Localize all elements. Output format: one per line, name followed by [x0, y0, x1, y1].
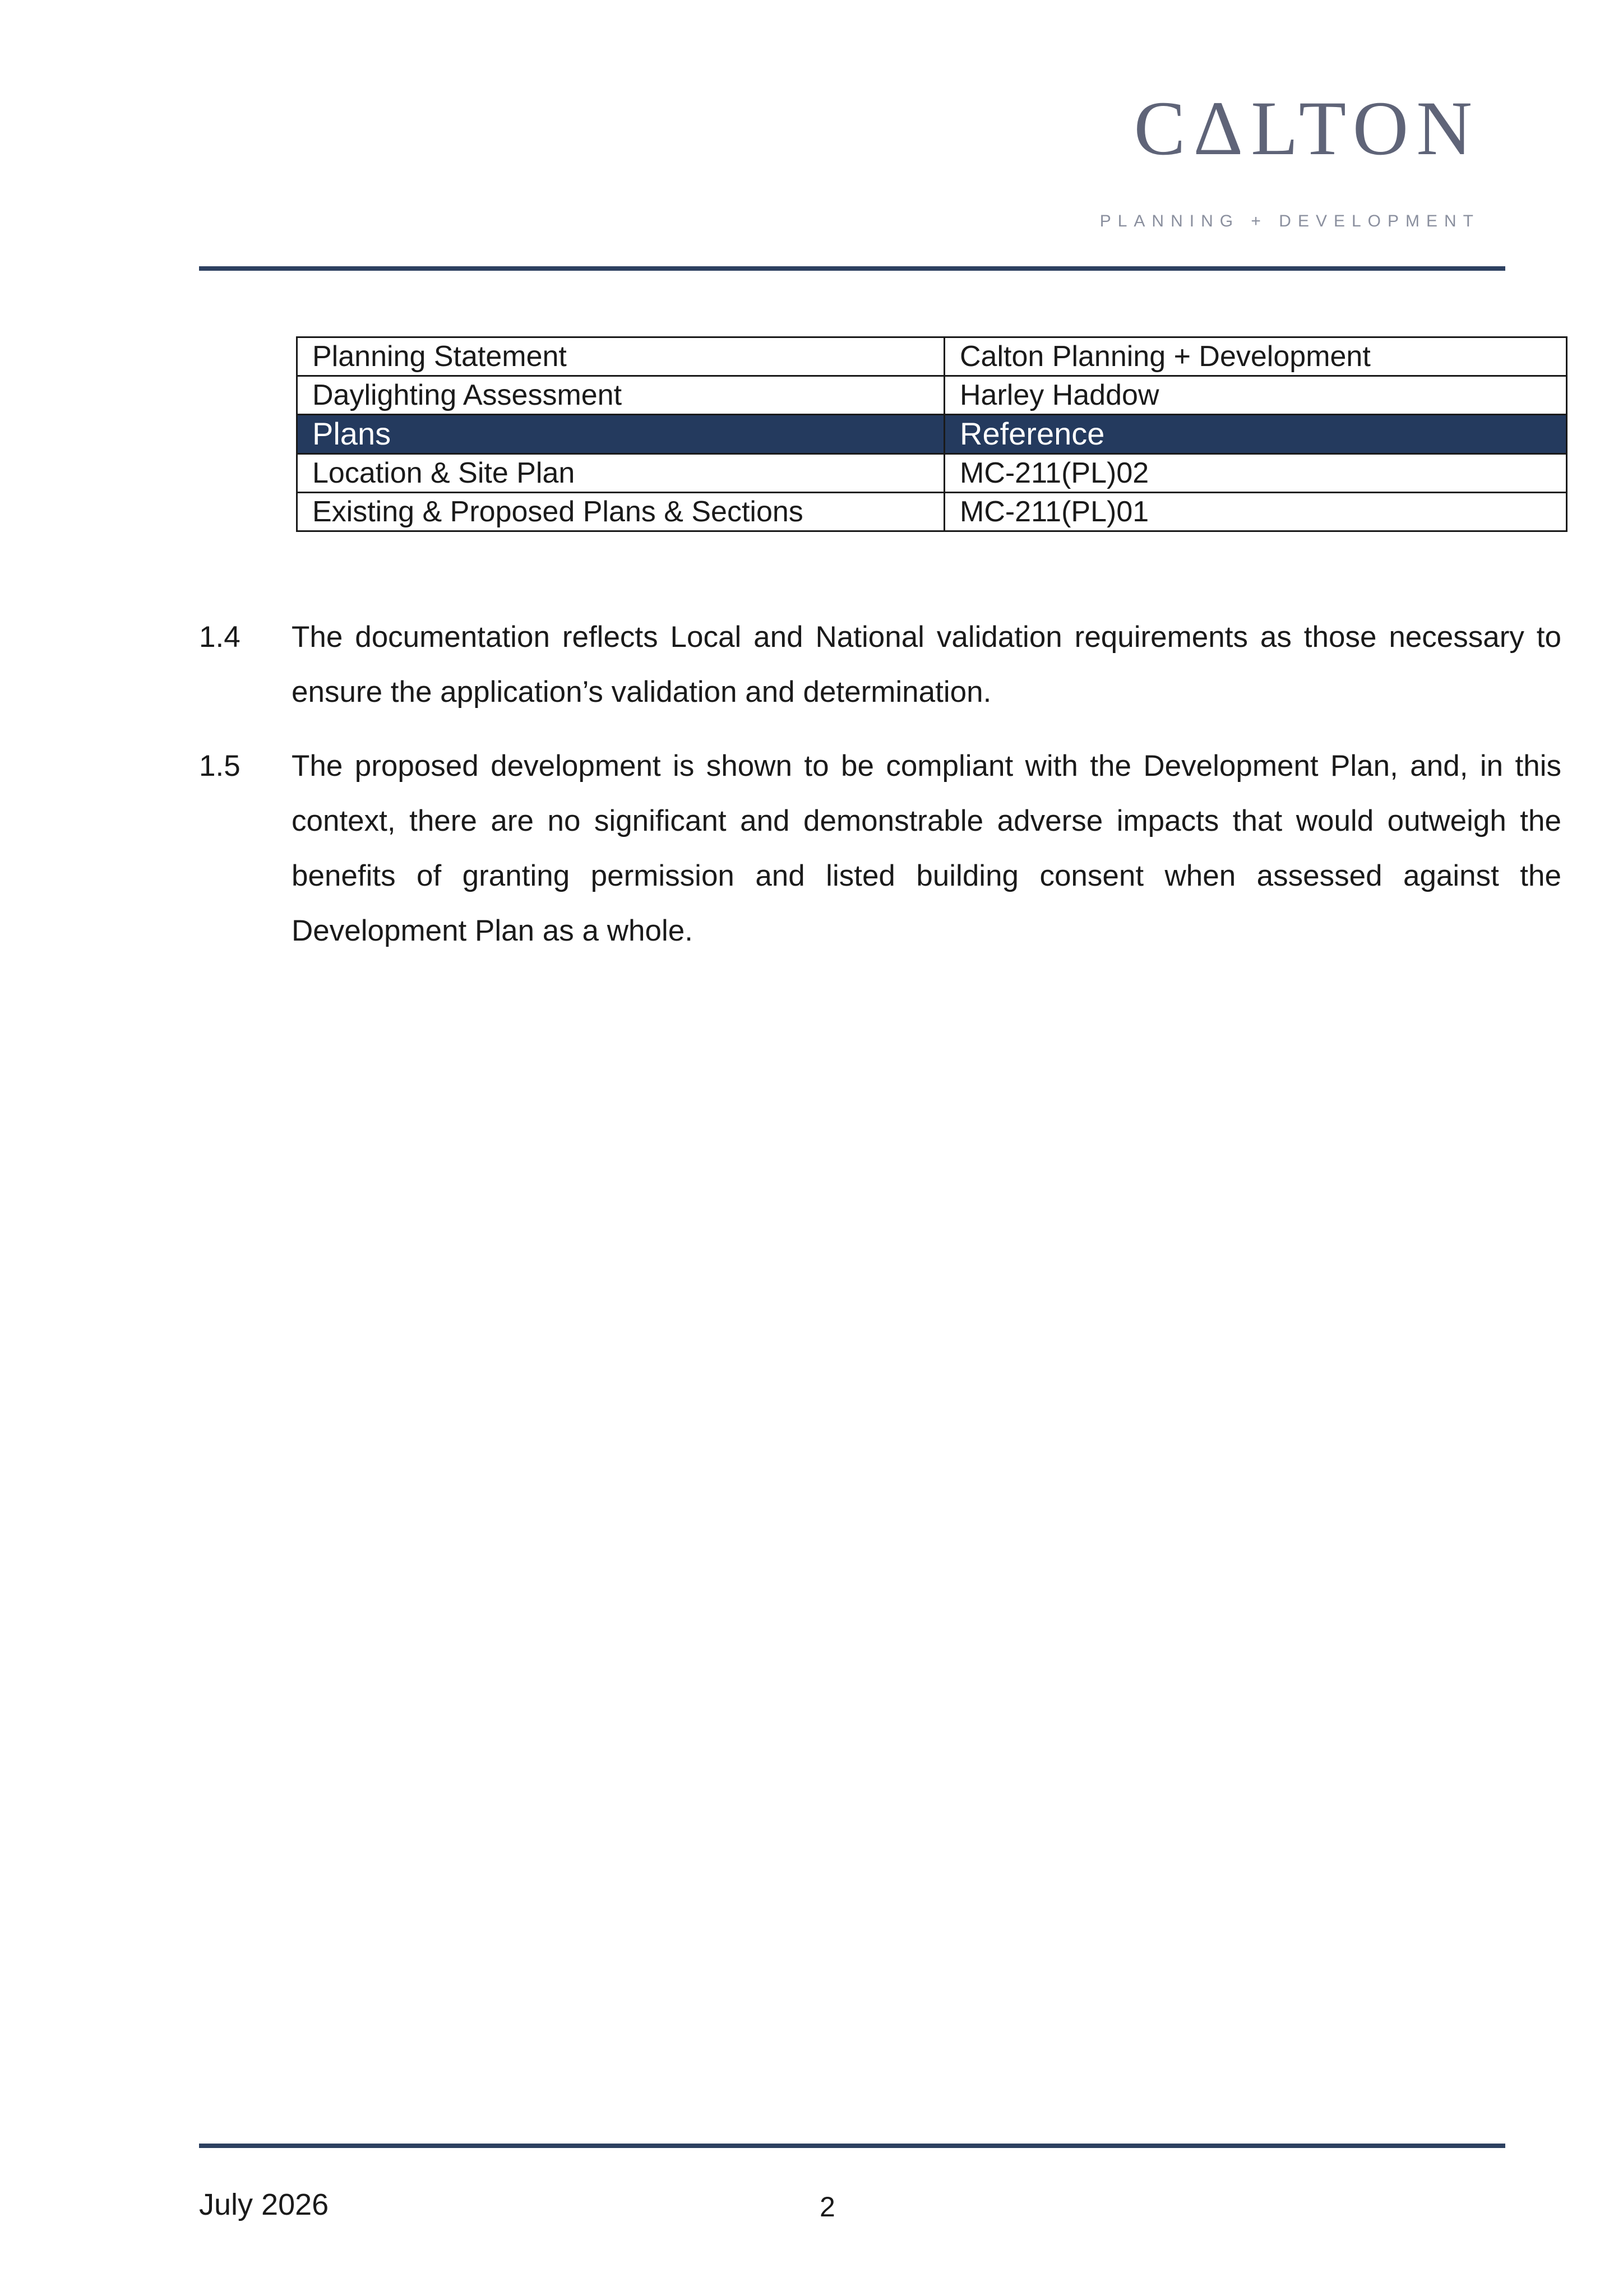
page-number: 2	[820, 2191, 835, 2223]
logo-tagline: PLANNING + DEVELOPMENT	[1099, 212, 1480, 230]
footer-divider	[199, 2144, 1505, 2148]
document-author-cell: Calton Planning + Development	[945, 337, 1567, 376]
table-row	[297, 453, 1567, 492]
document-name-cell: Daylighting Assessment	[297, 376, 945, 415]
plan-reference-cell: MC-211(PL)01	[945, 492, 1567, 531]
paragraph-number: 1.4	[199, 621, 241, 654]
header-divider	[199, 266, 1505, 271]
logo-wordmark: CΔLTON	[1134, 85, 1480, 171]
table-row	[297, 492, 1567, 531]
plans-header-cell: Plans	[297, 415, 945, 454]
paragraph-number: 1.5	[199, 749, 241, 783]
paragraph-1-4	[199, 610, 1561, 720]
document-author-cell: Harley Haddow	[945, 376, 1567, 415]
table-row	[297, 337, 1567, 376]
table-row	[297, 376, 1567, 415]
plans-header-row	[297, 415, 1567, 454]
document-name-cell: Planning Statement	[297, 337, 945, 376]
company-logo	[1099, 45, 1559, 230]
reference-header-cell: Reference	[945, 415, 1567, 454]
plan-name-cell: Existing & Proposed Plans & Sections	[297, 492, 945, 531]
paragraph-1-5	[199, 739, 1561, 959]
paragraph-text: The proposed development is shown to be compliant with the Development Plan, and, in this context, there are no significant and demonstrable adverse impacts that would outweigh the benefits of granting permission and listed building consent when assessed against the Development Plan as a whole.	[292, 749, 1561, 947]
paragraph-text: The documentation reflects Local and National validation requirements as those necessary to ensure the application’s validation and determination.	[292, 621, 1561, 709]
documents-table	[296, 336, 1567, 532]
footer-date: July 2026	[199, 2188, 329, 2221]
plan-name-cell: Location & Site Plan	[297, 453, 945, 492]
plan-reference-cell: MC-211(PL)02	[945, 453, 1567, 492]
